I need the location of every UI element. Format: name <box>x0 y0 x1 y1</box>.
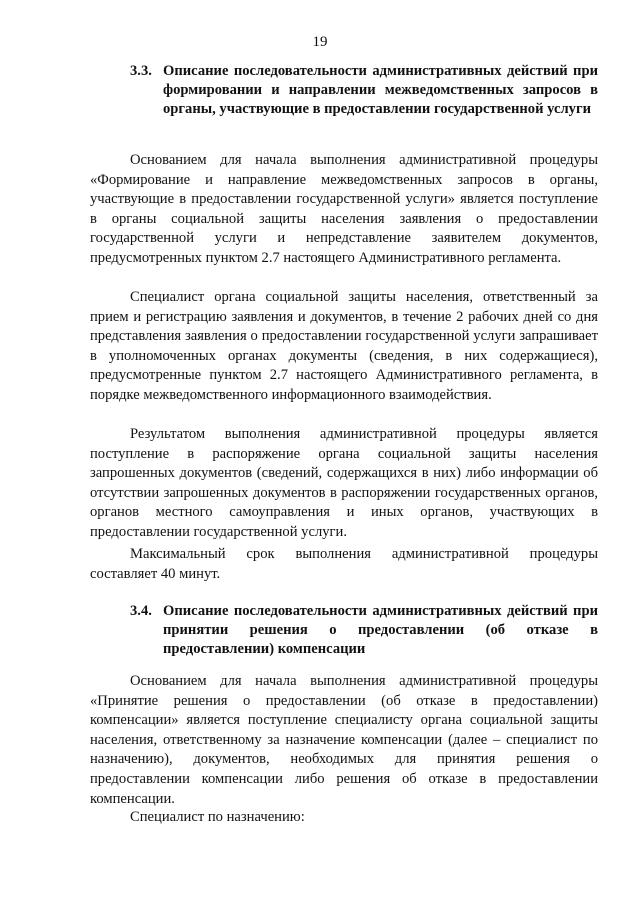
page-number: 19 <box>312 34 328 50</box>
paragraph: Максимальный срок выполнения административной процедуры составляет 40 минут. <box>90 546 598 582</box>
section-number: 3.3. <box>130 63 152 79</box>
section-title: Описание последовательности административных действий при формировании и направлении межведомственных запросов в органы, участвующие в предоставлении государственной услуги <box>163 63 598 117</box>
paragraph: Результатом выполнения административной процедуры является поступление в распоряжение органа социальной защиты населения запрошенных документов (сведений, содержащихся в них) либо информации об отсутствии запрошенных документов в распоряжении государственных органов, органов местного самоуправления и иных органов, участвующих в предоставлении государственной услуги. <box>90 426 598 540</box>
paragraph: Специалист органа социальной защиты населения, ответственный за прием и регистрацию заявления и документов, в течение 2 рабочих дней со дня представления заявления о предоставлении государственной услуги запрашивает в уполномоченных органах документы (сведения, в них содержащиеся), предусмотренные пунктом 2.7 настоящего Административного регламента, в порядке межведомственного информационного взаимодействия. <box>90 289 598 403</box>
section-title: Описание последовательности административных действий при принятии решения о предоставлении (об отказе в предоставлении) компенсации <box>163 603 598 657</box>
paragraph: Специалист по назначению: <box>130 809 305 825</box>
paragraph: Основанием для начала выполнения административной процедуры «Формирование и направление межведомственных запросов в органы, участвующие в предоставлении государственной услуги» является поступление в органы социальной защиты населения заявления о предоставлении государственной услуги и непредставление заявителем документов, предусмотренных пунктом 2.7 настоящего Административного регламента. <box>90 152 598 266</box>
section-number: 3.4. <box>130 603 152 619</box>
section-heading-3-4 <box>130 602 598 659</box>
paragraph: Основанием для начала выполнения административной процедуры «Принятие решения о предоставлении (об отказе в предоставлении) компенсации» является поступление специалисту органа социальной защиты населения, ответственному за назначение компенсации (далее – специалист по назначению), документов, необходимых для принятия решения о предоставлении компенсации либо решения об отказе в предоставлении компенсации. <box>90 673 598 807</box>
section-heading-3-3 <box>130 62 598 119</box>
